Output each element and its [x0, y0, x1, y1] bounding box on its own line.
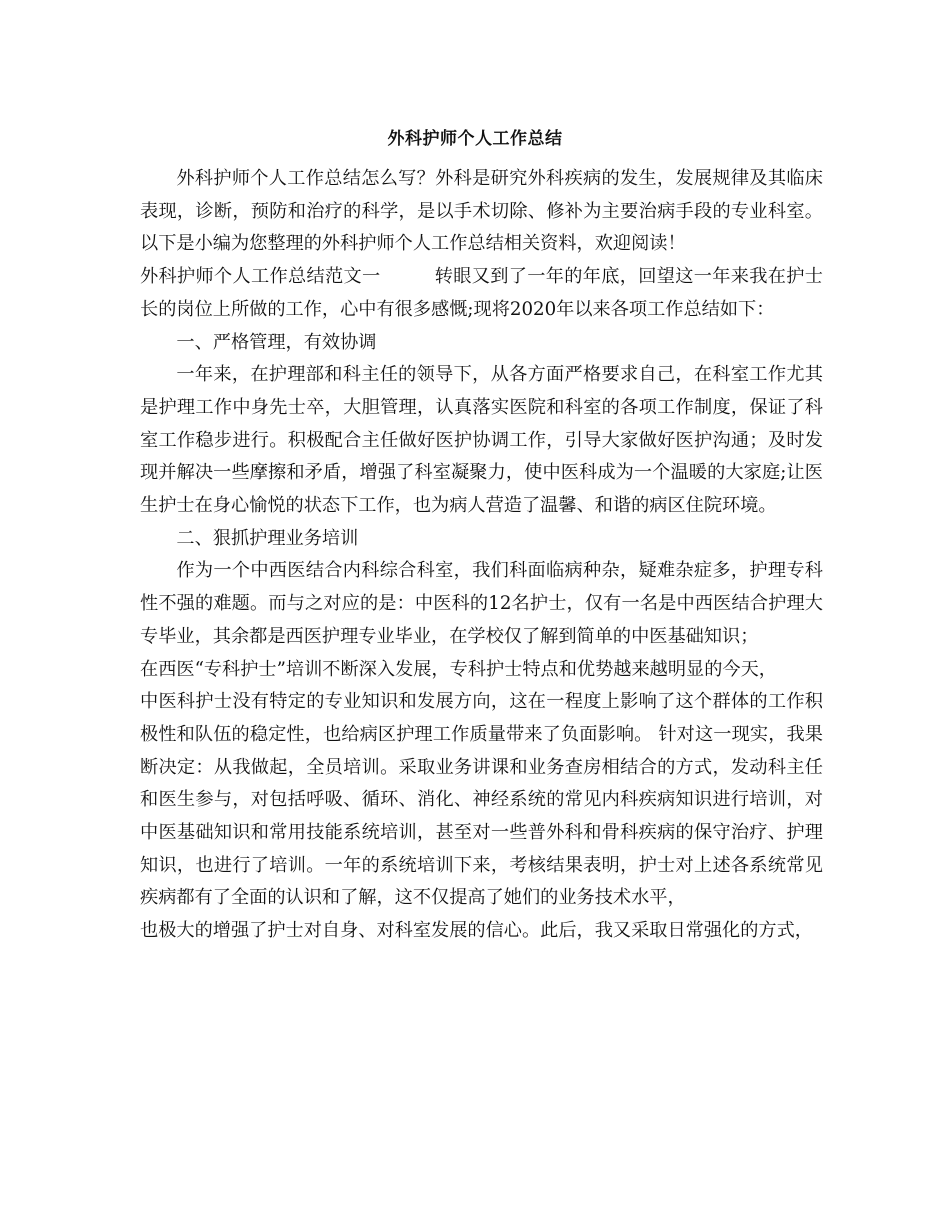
document-title: 外科护师个人工作总结 — [387, 129, 563, 149]
sample-label: 外科护师个人工作总结范文一 — [140, 266, 381, 288]
section2-paragraph-a: 作为一个中西医结合内科综合科室，我们科面临病种杂，疑难杂症多，护理专科性不强的难题。而与之对应的是：中医科的12名护士，仅有一名是中西医结合护理大专毕业，其余都是西医护理专业毕业，在学校仅了解到简单的中医基础知识； — [140, 560, 823, 647]
section1-paragraph: 一年来，在护理部和科主任的领导下，从各方面严格要求自己，在科室工作尤其是护理工作中身先士卒，大胆管理，认真落实医院和科室的各项工作制度，保证了科室工作稳步进行。积极配合主任做好医护协调工作，引导大家做好医护沟通；及时发现并解决一些摩擦和矛盾，增强了科室凝聚力，使中医科成为一个温暖的大家庭;让医生护士在身心愉悦的状态下工作，也为病人营造了温馨、和谐的病区住院环境。 — [140, 364, 823, 517]
section2-heading: 二、狠抓护理业务培训 — [176, 527, 359, 549]
sample-opening: 转眼又到了一年的年底，回望这一年来我在护士长的岗位上所做的工作，心中有很多感慨;现将2020年以来各项工作总结如下： — [140, 266, 823, 320]
section2-paragraph-b: 在西医“专科护士”培训不断深入发展，专科护士特点和优势越来越明显的今天， — [140, 658, 777, 680]
intro-paragraph: 外科护师个人工作总结怎么写？外科是研究外科疾病的发生，发展规律及其临床表现，诊断，预防和治疗的科学，是以手术切除、修补为主要治病手段的专业科室。以下是小编为您整理的外科护师个人工作总结相关资料，欢迎阅读！ — [140, 168, 823, 255]
section1-heading: 一、严格管理，有效协调 — [176, 331, 377, 353]
section2-paragraph-c: 中医科护士没有特定的专业知识和发展方向，这在一程度上影响了这个群体的工作积极性和队伍的稳定性，也给病区护理工作质量带来了负面影响。 针对这一现实，我果断决定：从我做起，全员培训。采取业务讲课和业务查房相结合的方式，发动科主任和医生参与，对包括呼吸、循环、消化、神经系统的常见内科疾病知识进行培训，对中医基础知识和常用技能系统培训，甚至对一些普外科和骨科疾病的保守治疗、护理知识，也进行了培训。一年的系统培训下来，考核结果表明，护士对上述各系统常见疾病都有了全面的认识和了解，这不仅提高了她们的业务技术水平， — [140, 691, 823, 909]
sample-paragraph — [140, 261, 823, 326]
section2-paragraph-d: 也极大的增强了护士对自身、对科室发展的信心。此后，我又采取日常强化的方式， — [140, 920, 813, 942]
document-body — [140, 163, 823, 948]
